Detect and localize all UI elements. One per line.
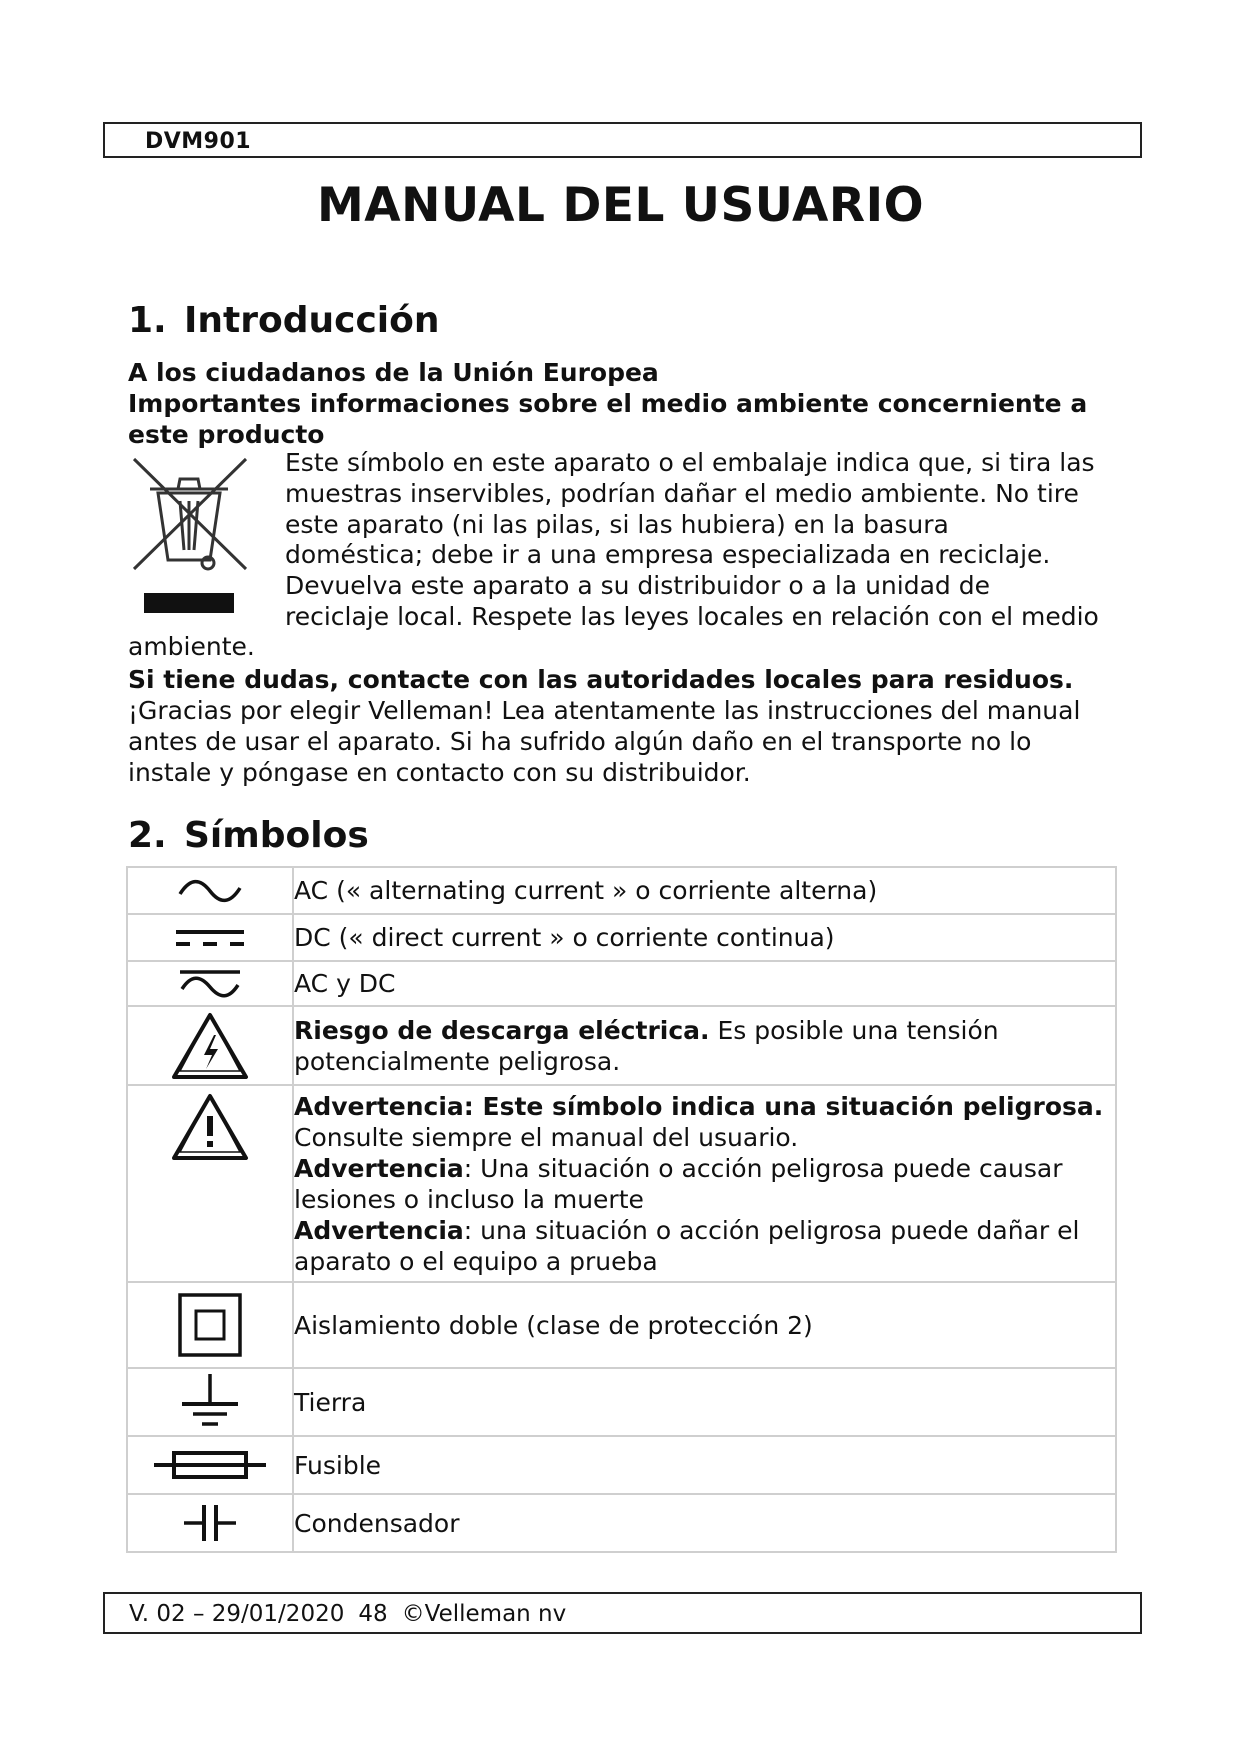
symbol-description: Condensador <box>293 1494 1116 1552</box>
footer-text <box>129 1601 580 1627</box>
symbol-description: Fusible <box>293 1436 1116 1494</box>
warning-triangle-icon <box>170 1092 250 1162</box>
thanks-paragraph <box>128 695 1128 788</box>
model-name: DVM901 <box>145 129 252 154</box>
local-authorities-note: Si tiene dudas, contacte con las autoridades locales para residuos. <box>128 665 1074 694</box>
symbol-description: AC (« alternating current » o corriente alterna) <box>293 867 1116 914</box>
footer-box <box>103 1592 1142 1634</box>
thanks-line: ¡Gracias por elegir Velleman! Lea atentamente las instrucciones del manual <box>128 696 1081 725</box>
description-text: : una situación o acción peligrosa puede dañar el aparato o el equipo a prueba <box>294 1215 1080 1276</box>
ac-dc-icon <box>178 967 242 1001</box>
symbols-table <box>126 866 1117 1553</box>
description-bold: Riesgo de descarga eléctrica. <box>294 1015 710 1045</box>
footer-copyright: ©Velleman nv <box>401 1601 567 1627</box>
warning-line-2 <box>294 1153 1115 1215</box>
symbol-cell <box>127 961 293 1006</box>
weee-line: Este símbolo en este aparato o el embalaje indica que, si tira las <box>285 448 1095 477</box>
table-row <box>127 867 1116 914</box>
description-text: Es posible una tensión potencialmente peligrosa. <box>294 1015 999 1076</box>
weee-line: reciclaje local. Respete las leyes locales en relación con el medio <box>285 601 1099 631</box>
table-row <box>127 961 1116 1006</box>
weee-line: este aparato (ni las pilas, si las hubiera) en la basura <box>285 509 949 539</box>
eu-citizens-subheading: A los ciudadanos de la Unión Europea <box>128 358 659 387</box>
weee-bin-icon <box>128 455 258 625</box>
fuse-icon <box>152 1448 268 1482</box>
ac-icon <box>175 876 245 906</box>
thanks-line: antes de usar el aparato. Si ha sufrido algún daño en el transporte no lo <box>128 727 1032 756</box>
table-row <box>127 914 1116 961</box>
description-bold: Advertencia <box>294 1215 464 1245</box>
symbol-description <box>293 1006 1116 1085</box>
weee-last-line: ambiente. <box>128 632 255 661</box>
description-text: Consulte siempre el manual del usuario. <box>294 1122 799 1152</box>
dc-icon <box>174 925 246 951</box>
weee-text <box>285 448 1125 633</box>
section-title: Símbolos <box>184 815 369 856</box>
ground-icon <box>179 1372 241 1432</box>
environment-subheading-line1: Importantes informaciones sobre el medio ambiente concerniente a <box>128 389 1088 418</box>
symbol-description: DC (« direct current » o corriente continua) <box>293 914 1116 961</box>
table-row <box>127 1006 1116 1085</box>
section-1-heading <box>128 300 440 341</box>
symbol-cell <box>127 1368 293 1436</box>
high-voltage-warning-icon <box>170 1011 250 1081</box>
symbol-cell <box>127 1282 293 1368</box>
symbol-description: Aislamiento doble (clase de protección 2) <box>293 1282 1116 1368</box>
symbol-cell <box>127 867 293 914</box>
table-row <box>127 1282 1116 1368</box>
section-title: Introducción <box>184 300 440 341</box>
table-row <box>127 1436 1116 1494</box>
symbol-cell <box>127 914 293 961</box>
header-box <box>103 122 1142 158</box>
environment-subheading-line2: este producto <box>128 420 325 449</box>
section-number: 1. <box>128 300 167 341</box>
table-row <box>127 1085 1116 1282</box>
table-row <box>127 1368 1116 1436</box>
description-bold: Advertencia: Este símbolo indica una situación peligrosa. <box>294 1091 1104 1121</box>
footer-version: V. 02 – 29/01/2020 <box>129 1601 345 1627</box>
symbol-description <box>293 1085 1116 1282</box>
weee-line: Devuelva este aparato a su distribuidor o a la unidad de <box>285 571 990 601</box>
symbol-description: Tierra <box>293 1368 1116 1436</box>
capacitor-icon <box>182 1501 238 1545</box>
table-row <box>127 1494 1116 1552</box>
symbol-cell <box>127 1436 293 1494</box>
symbol-description: AC y DC <box>293 961 1116 1006</box>
section-2-heading <box>128 815 369 856</box>
description-bold: Advertencia <box>294 1153 464 1183</box>
symbol-cell <box>127 1494 293 1552</box>
weee-line: muestras inservibles, podrían dañar el medio ambiente. No tire <box>285 478 1079 508</box>
description-text: : Una situación o acción peligrosa puede causar lesiones o incluso la muerte <box>294 1153 1063 1214</box>
thanks-line: instale y póngase en contacto con su distribuidor. <box>128 758 751 787</box>
section-number: 2. <box>128 815 167 856</box>
warning-line-1 <box>294 1091 1115 1153</box>
footer-page-number: 48 <box>358 1601 388 1627</box>
page-title: MANUAL DEL USUARIO <box>316 178 925 233</box>
double-insulation-icon <box>177 1292 243 1358</box>
symbol-cell <box>127 1085 293 1282</box>
symbol-cell <box>127 1006 293 1085</box>
warning-line-3 <box>294 1215 1115 1277</box>
weee-line: doméstica; debe ir a una empresa especializada en reciclaje. <box>285 540 1051 570</box>
